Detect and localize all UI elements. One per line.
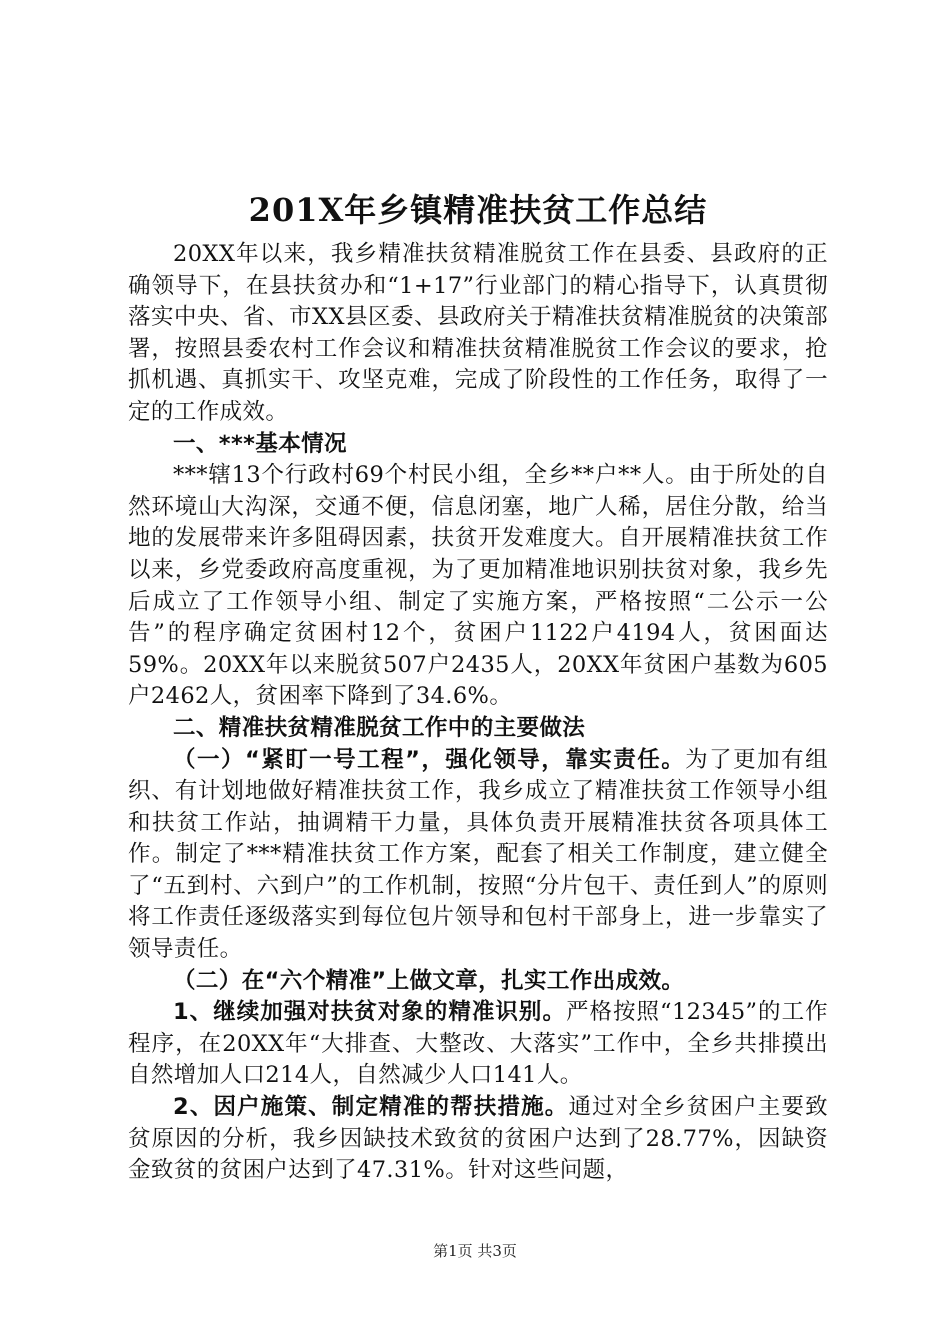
intro-paragraph: 20XX年以来，我乡精准扶贫精准脱贫工作在县委、县政府的正确领导下，在县扶贫办和“1+17”行业部门的精心指导下，认真贯彻落实中央、省、市XX县区委、县政府关于精准扶贫精准脱贫的决策部署，按照县委农村工作会议和精准扶贫精准脱贫工作会议的要求，抢抓机遇、真抓实干、攻坚克难，完成了阶段性的工作任务，取得了一定的工作成效。 <box>128 241 828 425</box>
item-two-lead: 2、因户施策、制定精准的帮扶措施。 <box>173 1094 569 1121</box>
page-footer: 第1页 共3页 <box>433 1242 517 1260</box>
subsection-heading-six-precision: （二）在“六个精准”上做文章，扎实工作出成效。 <box>173 967 685 994</box>
basic-situation-paragraph: ***辖13个行政村69个村民小组，全乡**户**人。由于所处的自然环境山大沟深，交通不便，信息闭塞，地广人稀，居住分散，给当地的发展带来许多阻碍因素，扶贫开发难度大。自开展精准扶贫工作以来，乡党委政府高度重视，为了更加精准地识别扶贫对象，我乡先后成立了工作领导小组、制定了实施方案，严格按照“二公示一公告”的程序确定贫困村12个，贫困户1122户4194人，贫困面达59%。20XX年以来脱贫507户2435人，20XX年贫困户基数为605户2462人，贫困率下降到了34.6%。 <box>128 462 828 710</box>
section-heading-basic-situation: 一、***基本情况 <box>173 430 347 457</box>
document-title: 201X年乡镇精准扶贫工作总结 <box>248 191 708 229</box>
item-one-paragraph <box>128 997 828 1092</box>
practice-one-paragraph <box>128 745 828 966</box>
document-body <box>128 187 828 1187</box>
item-one-text: 严格按照“12345”的工作程序，在20XX年“大排查、大整改、大落实”工作中，全乡共排摸出自然增加人口214人，自然减少人口141人。 <box>128 999 828 1089</box>
item-one-lead: 1、继续加强对扶贫对象的精准识别。 <box>173 999 566 1026</box>
section-heading-main-practices: 二、精准扶贫精准脱贫工作中的主要做法 <box>173 714 586 741</box>
practice-one-lead: （一）“紧盯一号工程”，强化领导，靠实责任。 <box>173 746 686 773</box>
item-two-text: 通过对全乡贫困户主要致贫原因的分析，我乡因缺技术致贫的贫困户达到了28.77%，因缺资金致贫的贫困户达到了47.31%。针对这些问题， <box>128 1094 828 1184</box>
practice-one-text: 为了更加有组织、有计划地做好精准扶贫工作，我乡成立了精准扶贫工作领导小组和扶贫工作站，抽调精干力量，具体负责开展精准扶贫各项具体工作。制定了***精准扶贫工作方案，配套了相关工作制度，建立健全了“五到村、六到户”的工作机制，按照“分片包干、责任到人”的原则将工作责任逐级落实到每位包片领导和包村干部身上，进一步靠实了领导责任。 <box>128 746 828 963</box>
item-two-paragraph <box>128 1092 828 1187</box>
